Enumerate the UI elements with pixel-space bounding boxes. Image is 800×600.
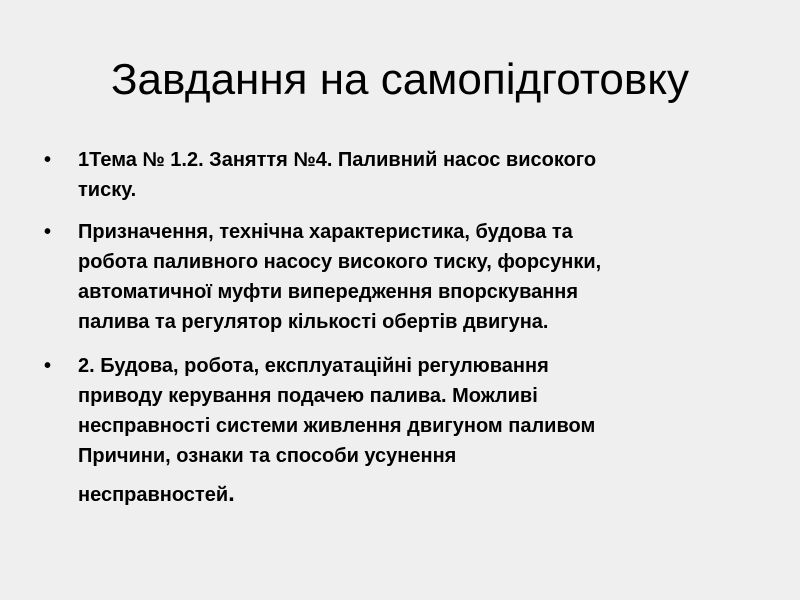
- bullet-line: Причини, ознаки та способи усунення: [78, 445, 457, 467]
- bullet-line: несправності системи живлення двигуном паливом: [78, 415, 596, 437]
- bullet-line: автоматичної муфти випередження впорскування: [78, 281, 579, 303]
- list-item: [44, 217, 764, 337]
- bullet-line: приводу керування подачею палива. Можливі: [78, 385, 538, 407]
- list-item: [44, 351, 764, 518]
- bullet-line: 2. Будова, робота, експлуатаційні регулювання: [78, 355, 549, 377]
- bullet-line: палива та регулятор кількості обертів двигуна.: [78, 311, 549, 333]
- slide-title: Завдання на самопідготовку: [110, 55, 689, 104]
- bullet-icon: •: [44, 149, 52, 171]
- bullet-line: тиску.: [78, 179, 137, 201]
- bullet-line-final: [78, 471, 764, 518]
- bullet-line: Призначення, технічна характеристика, будова та: [78, 221, 573, 243]
- bullet-line: робота паливного насосу високого тиску, форсунки,: [78, 251, 602, 273]
- bullet-icon: •: [44, 221, 52, 243]
- list-item: [44, 145, 764, 205]
- bullet-line: 1Тема № 1.2. Заняття №4. Паливний насос високого: [78, 149, 597, 171]
- final-period: .: [228, 480, 235, 507]
- bullet-list: [44, 145, 764, 518]
- bullet-line-text: несправностей: [78, 484, 229, 506]
- bullet-icon: •: [44, 355, 52, 377]
